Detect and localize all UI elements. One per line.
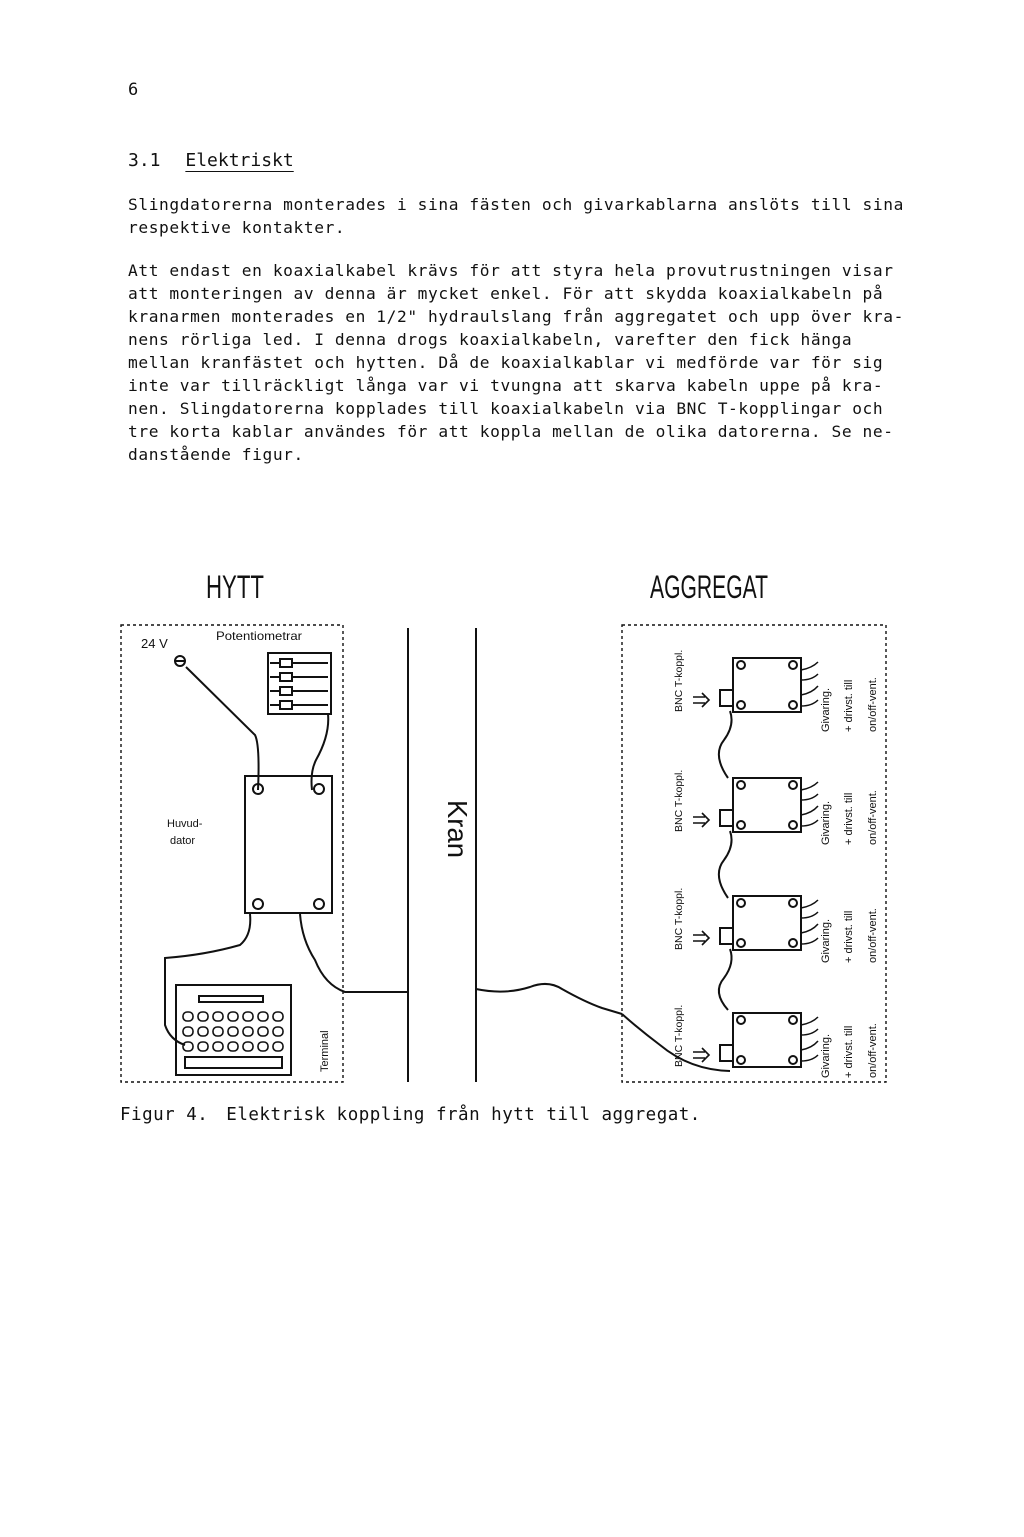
potentiometer-label: Potentiometrar bbox=[216, 629, 303, 643]
voltage-label: 24 V bbox=[141, 636, 168, 651]
terminal-icon bbox=[176, 985, 291, 1075]
cab-boundary bbox=[121, 625, 343, 1082]
power-plug-icon bbox=[175, 656, 185, 666]
unit-chain-cable bbox=[719, 711, 732, 778]
body-paragraph-2: Att endast en koaxialkabel krävs för att styra hela provutrustningen visar att monteringen av denna är mycket enkel. För att skydda koaxialkabeln på kranarmen monterades en 1/2" hydraulslang från aggregatet och upp över kra- nens rörliga led. I denna drogs koaxialkabeln, varefter den fick hänga mellan kranfästet och hytten. Då de koaxialkablar vi medförde var för sig inte var tillräckligt långa var vi tvungna att skarva kabeln uppe på kra- nen. Slingdatorerna kopplades till koaxialkabeln via BNC T-kopplingar och tre korta kablar användes för att koppla mellan de olika datorerna. Se ne- danstående figur. bbox=[128, 261, 904, 464]
wiring-diagram bbox=[0, 540, 1024, 1100]
valve-label: on/off-vent. bbox=[867, 908, 879, 963]
figure-caption bbox=[120, 1105, 701, 1125]
valve-label: on/off-vent. bbox=[867, 677, 879, 732]
section-title: Elektriskt bbox=[185, 150, 294, 171]
drive-label: + drivst. till bbox=[843, 1025, 855, 1078]
crane-label: Kran bbox=[442, 800, 473, 860]
slave-computer-unit bbox=[693, 658, 818, 712]
main-computer-label-line-2: dator bbox=[170, 835, 196, 847]
coupler-label: BNC T-koppl. bbox=[673, 649, 685, 712]
slave-computer-unit bbox=[693, 1013, 818, 1067]
coupler-label: BNC T-koppl. bbox=[673, 769, 685, 832]
coaxial-cable-crane bbox=[476, 984, 622, 1014]
sensor-label: Givaring. bbox=[820, 800, 832, 845]
body-paragraph-1: Slingdatorerna monterades i sina fästen och givarkablarna anslöts till sina respektive kontakter. bbox=[128, 195, 904, 237]
slave-computer-unit bbox=[693, 896, 818, 950]
unit-title: AGGREGAT bbox=[650, 569, 768, 605]
coaxial-cable bbox=[300, 914, 408, 992]
unit-chain-cable bbox=[719, 949, 732, 1010]
potentiometer-cable bbox=[312, 714, 329, 790]
unit-chain-cable bbox=[719, 831, 732, 898]
potentiometer-block-icon bbox=[268, 653, 331, 714]
drive-label: + drivst. till bbox=[843, 792, 855, 845]
slave-computer-unit bbox=[693, 778, 818, 832]
sensor-label: Givaring. bbox=[820, 918, 832, 963]
drive-label: + drivst. till bbox=[843, 679, 855, 732]
cab-title: HYTT bbox=[206, 569, 264, 605]
page-number: 6 bbox=[128, 80, 139, 100]
figure-caption-text: Elektrisk koppling från hytt till aggregat. bbox=[226, 1105, 701, 1125]
sensor-label: Givaring. bbox=[820, 687, 832, 732]
coupler-label: BNC T-koppl. bbox=[673, 887, 685, 950]
main-computer-label-line-1: Huvud- bbox=[167, 818, 203, 830]
terminal-cable bbox=[165, 914, 250, 1045]
section-number: 3.1 bbox=[128, 150, 161, 171]
valve-label: on/off-vent. bbox=[867, 790, 879, 845]
main-computer-label bbox=[167, 818, 206, 847]
drive-label: + drivst. till bbox=[843, 910, 855, 963]
section-heading bbox=[128, 150, 294, 171]
coupler-label: BNC T-koppl. bbox=[673, 1004, 685, 1067]
terminal-label: Terminal bbox=[319, 1030, 331, 1072]
power-cable bbox=[186, 667, 259, 790]
sensor-label: Givaring. bbox=[820, 1033, 832, 1078]
figure-caption-label: Figur 4. bbox=[120, 1105, 209, 1125]
main-computer-icon bbox=[245, 776, 332, 913]
valve-label: on/off-vent. bbox=[867, 1023, 879, 1078]
